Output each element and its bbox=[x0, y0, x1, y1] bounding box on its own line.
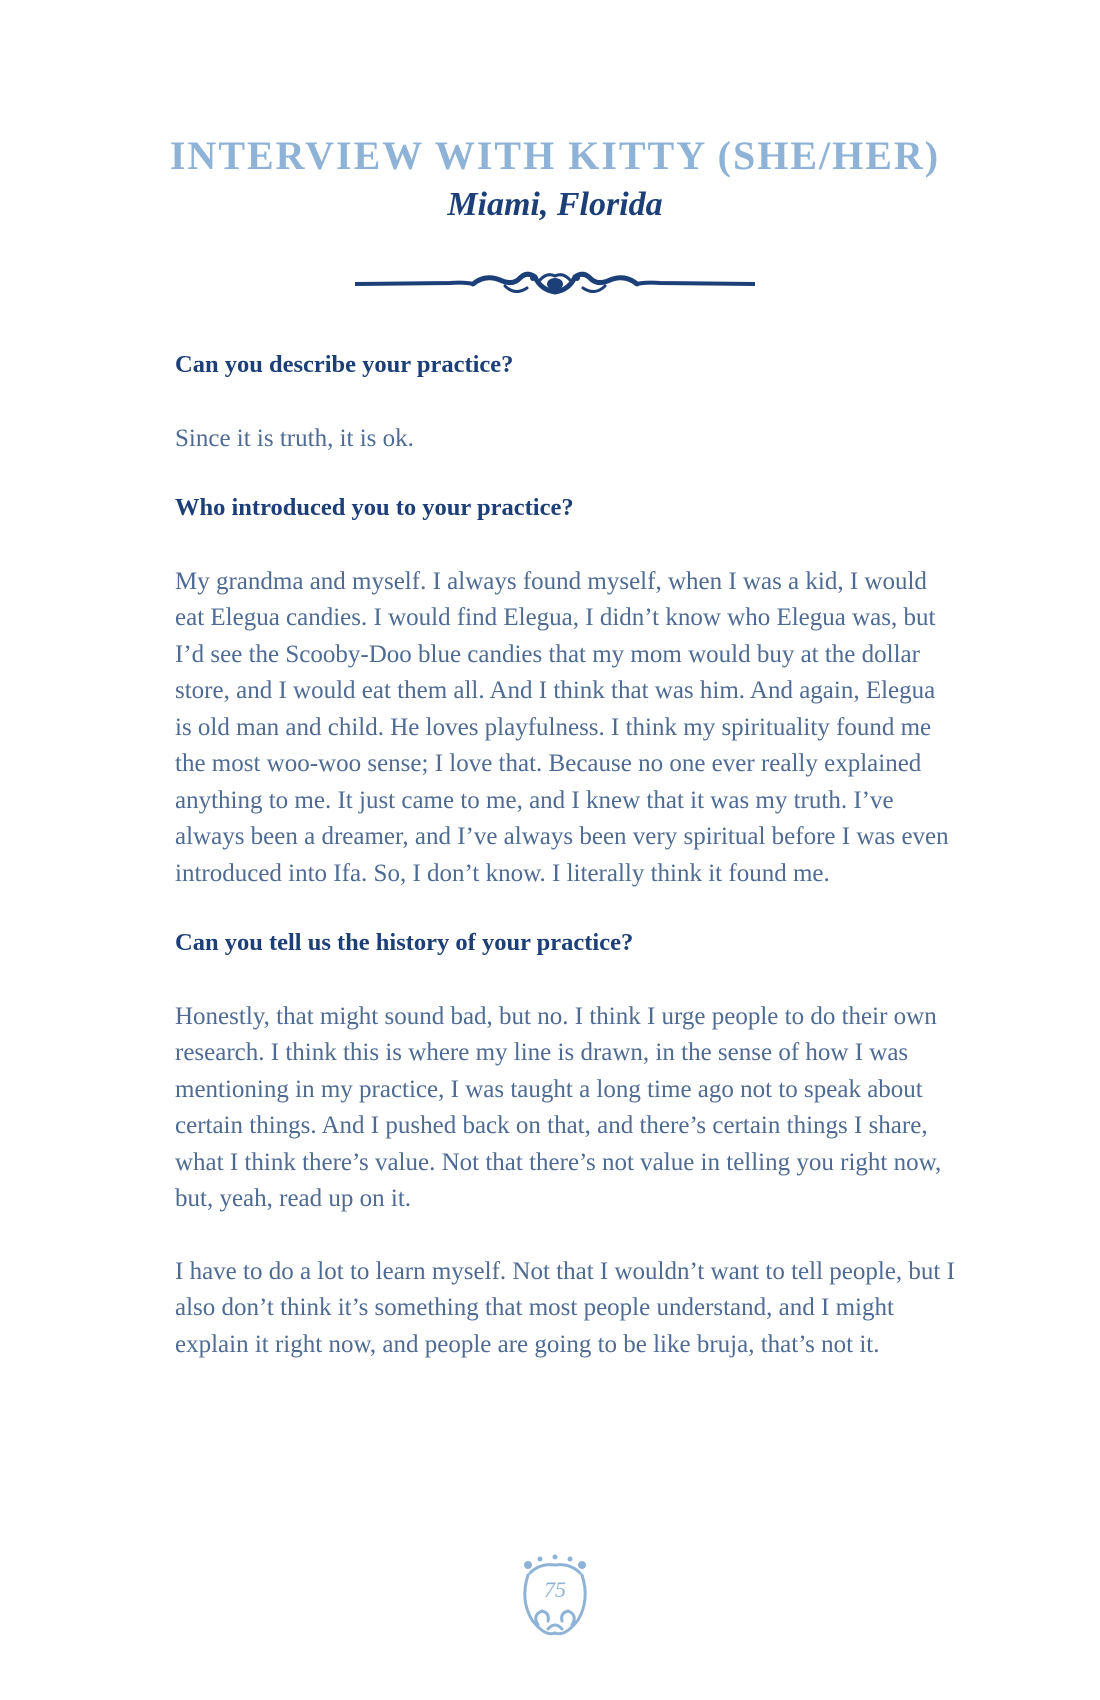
page-number-ornament bbox=[510, 1545, 600, 1645]
interview-content bbox=[175, 350, 955, 1399]
answer-describe-practice: Since it is truth, it is ok. bbox=[175, 424, 414, 452]
location-subtitle: Miami, Florida bbox=[447, 186, 663, 223]
question-history-practice: Can you tell us the history of your practice? bbox=[175, 929, 634, 957]
page-title: INTERVIEW WITH KITTY (SHE/HER) bbox=[169, 133, 941, 178]
question-describe-practice: Can you describe your practice? bbox=[175, 351, 514, 378]
answer-who-introduced: My grandma and myself. I always found myself, when I was a kid, I would eat Elegua candies. I would find Elegua, I didn’t know who Elegua was, but I’d see the Scooby-Doo blue candies that my mom would buy at the dollar store, and I would eat them all. And I think that was him. And again, Elegua is old man and child. He loves playfulness. I think my spirituality found me the most woo-woo sense; I love that. Because no one ever really explained anything to me. It just came to me, and I knew that it was my truth. I’ve always been a dreamer, and I’ve always been very spiritual before I was even introduced into Ifa. So, I don’t know. I literally think it found me. bbox=[175, 567, 949, 887]
page-number: 75 bbox=[544, 1577, 566, 1602]
flourish-divider-icon bbox=[355, 268, 755, 308]
question-who-introduced: Who introduced you to your practice? bbox=[175, 494, 574, 522]
answer-history-practice: Honestly, that might sound bad, but no. I think I urge people to do their own research. I think this is where my line is drawn, in the sense of how I was mentioning in my practice, I was taught a long time ago not to speak about certain things. And I pushed back on that, and there’s certain things I share, what I think there’s value. Not that there’s not value in telling you right now, but, yeah, read up on it. bbox=[175, 1002, 942, 1213]
answer-history-practice-continued: I have to do a lot to learn myself. Not that I wouldn’t want to tell people, but I also don’t think it’s something that most people understand, and I might explain it right now, and people are going to be like bruja, that’s not it. bbox=[175, 1257, 955, 1358]
